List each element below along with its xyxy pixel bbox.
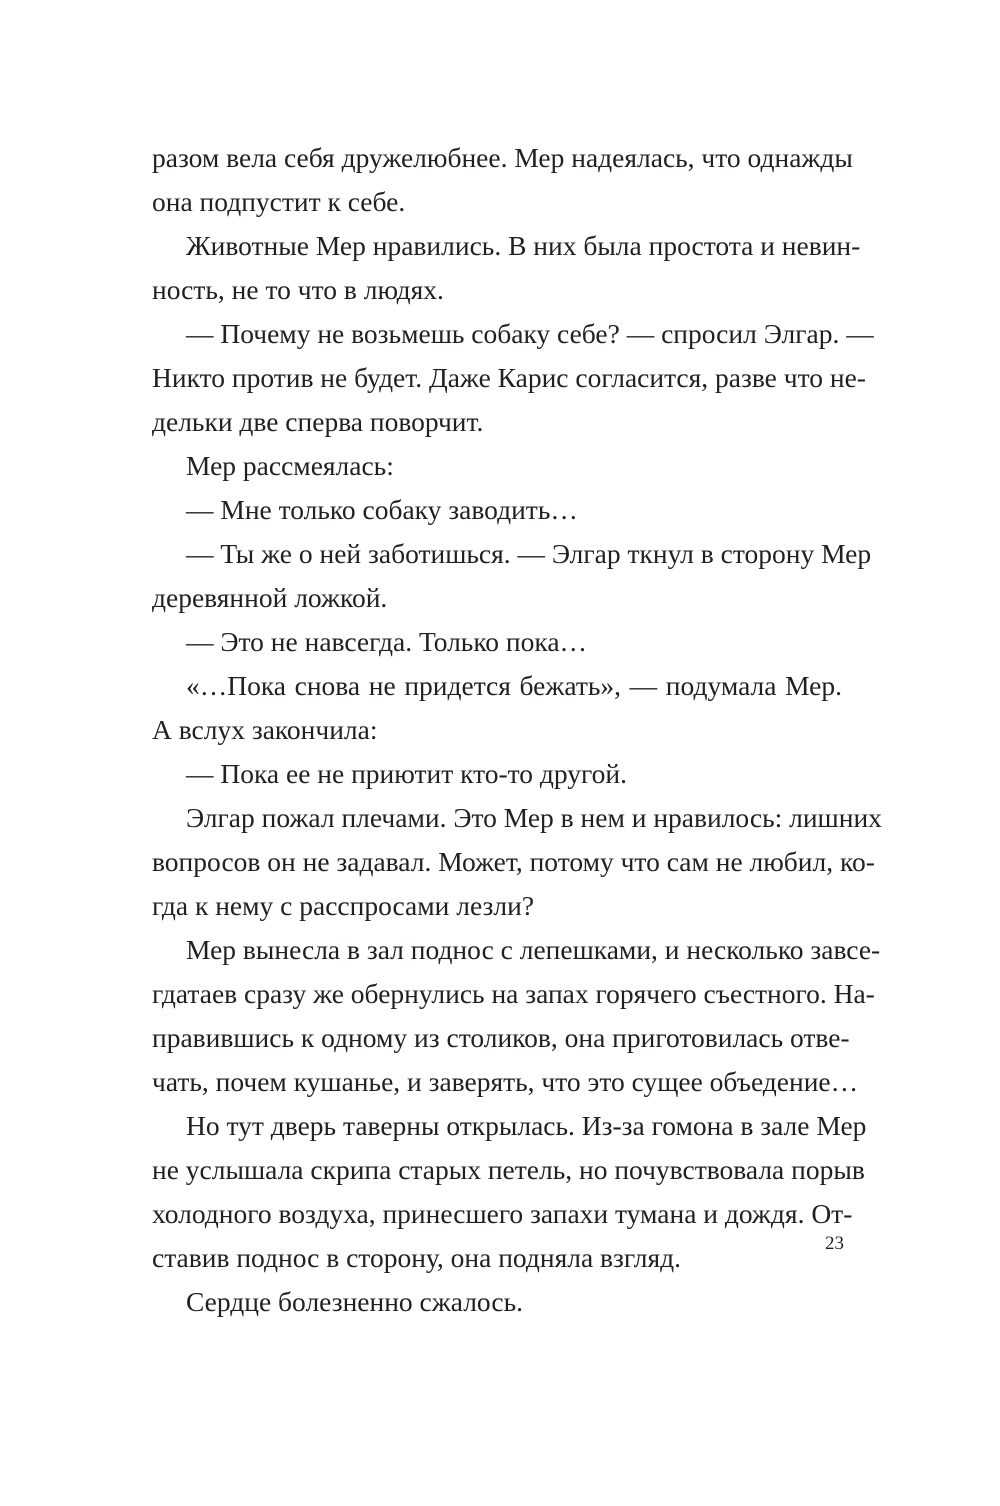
text-line: Мер вынесла в зал поднос с лепешками, и несколько завсе- [186, 934, 881, 965]
text-line: ставив поднос в сторону, она подняла взгляд. [152, 1242, 682, 1273]
body-text [152, 136, 882, 1324]
text-line: Сердце болезненно сжалось. [186, 1286, 523, 1317]
text-line: — Почему не возьмешь собаку себе? — спросил Элгар. — [186, 318, 874, 349]
text-line: деревянной ложкой. [152, 582, 388, 613]
text-line: Элгар пожал плечами. Это Мер в нем и нравилось: лишних [186, 802, 882, 833]
text-line: разом вела себя дружелюбнее. Мер надеялась, что однажды [152, 142, 853, 173]
text-line: гда к нему с расспросами лезли? [152, 890, 535, 921]
text-line: она подпустит к себе. [152, 186, 406, 217]
text-line: А вслух закончила: [152, 714, 378, 745]
text-line: дельки две сперва поворчит. [152, 406, 484, 437]
text-line: ность, не то что в людях. [152, 274, 444, 305]
text-line: — Пока ее не приютит кто-то другой. [186, 758, 627, 789]
text-line: Никто против не будет. Даже Карис согласится, разве что не- [152, 362, 866, 393]
text-line: — Мне только собаку заводить… [186, 494, 578, 525]
text-line: Мер рассмеялась: [186, 450, 394, 481]
text-line: вопросов он не задавал. Может, потому что сам не любил, ко- [152, 846, 875, 877]
text-line: «…Пока снова не придется бежать», — подумала Мер. [186, 670, 842, 701]
text-line: не услышала скрипа старых петель, но почувствовала порыв [152, 1154, 865, 1185]
text-line: холодного воздуха, принесшего запахи тумана и дождя. От- [152, 1198, 853, 1229]
text-line: Но тут дверь таверны открылась. Из-за гомона в зале Мер [186, 1110, 867, 1141]
text-line: Животные Мер нравились. В них была простота и невин- [186, 230, 861, 261]
page-number: 23 [825, 1233, 844, 1254]
text-line: — Ты же о ней заботишься. — Элгар ткнул в сторону Мер [186, 538, 872, 569]
text-line: гдатаев сразу же обернулись на запах горячего съестного. На- [152, 978, 875, 1009]
text-line: правившись к одному из столиков, она приготовилась отве- [152, 1022, 850, 1053]
text-line: чать, почем кушанье, и заверять, что это сущее объедение… [152, 1066, 859, 1097]
text-line: — Это не навсегда. Только пока… [186, 626, 588, 657]
